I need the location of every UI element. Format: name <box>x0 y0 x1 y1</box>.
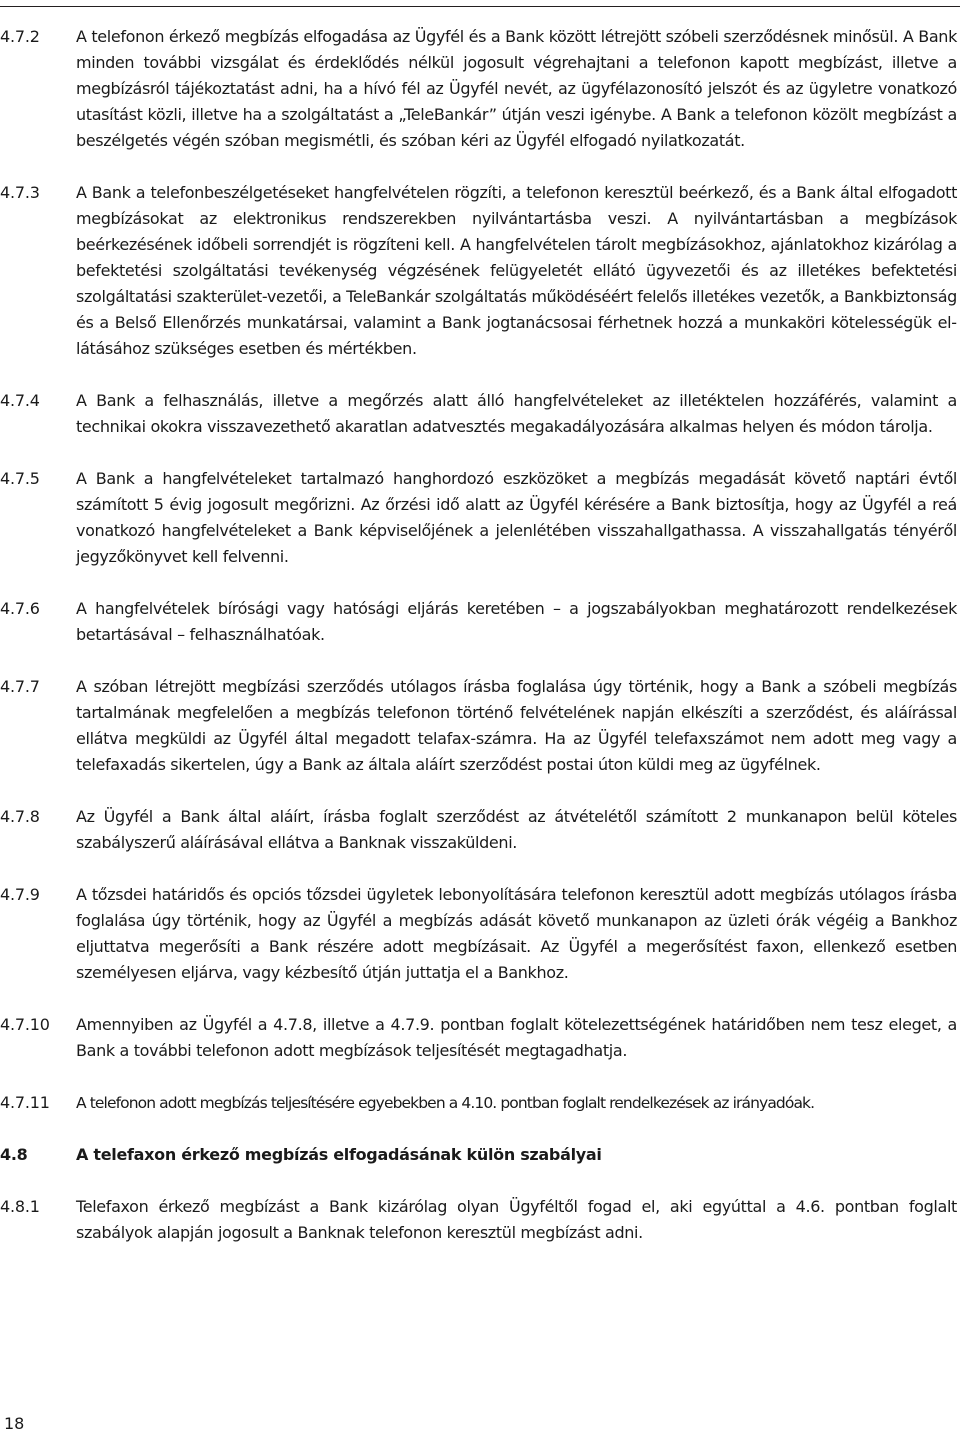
section-4-7-6 <box>0 596 960 648</box>
section-number: 4.7.8 <box>0 807 40 826</box>
section-number: 4.7.2 <box>0 27 40 46</box>
section-4-7-7 <box>0 674 960 778</box>
section-4-7-11 <box>0 1090 960 1116</box>
section-4-7-3 <box>0 180 960 362</box>
section-4-7-5 <box>0 466 960 570</box>
section-4-8-1 <box>0 1194 960 1246</box>
section-heading: A telefaxon érkező megbízás elfogadásának külön szabályai <box>76 1145 602 1164</box>
section-number: 4.7.6 <box>0 599 40 618</box>
section-number: 4.7.11 <box>0 1093 50 1112</box>
section-text: A Bank a hangfelvételeket tartalmazó hanghordozó eszközöket a megbízás megadását követő naptári évtől számított 5 évig jogosult megőrizni. Az őrzési idő alatt az Ügyfél kérésére a Bank biztosítja, hogy az Ügyfél a reá vonatkozó hangfelvételeket a Bank képviselőjének a jelenlétében visszahallgathassa. A visszahallgatás tényéről jegyzőkönyvet kell felvenni. <box>76 469 957 566</box>
section-number: 4.7.10 <box>0 1015 50 1034</box>
section-number: 4.7.4 <box>0 391 40 410</box>
section-4-7-4 <box>0 388 960 440</box>
section-4-7-2 <box>0 24 960 154</box>
section-number: 4.8 <box>0 1145 28 1164</box>
section-text: Telefaxon érkező megbízást a Bank kizárólag olyan Ügyféltől fogad el, aki egyúttal a 4.6. pontban foglalt szabályok alapján jogosult a Banknak telefonon keresztül megbízást adni. <box>76 1197 957 1242</box>
section-text: A Bank a telefonbeszélgetéseket hangfelvételen rögzíti, a telefonon keresztül beérkező, és a Bank által elfogadott megbízásokat az elektronikus rendszerekben nyilvántartásba veszi. A nyilvántartásban a megbízások beérkezésének időbeli sorrendjét is rögzíteni kell. A hangfelvételen tárolt megbízásokhoz, ajánlatokhoz kizárólag a befektetési szolgáltatási tevékenység végzésének felügyeletét ellátó ügyvezetői és az illetékes befektetési szolgáltatási szakterület-vezetői, a TeleBankár szolgáltatás működéséért felelős illetékes vezetők, a Bankbiztonság és a Belső Ellenőrzés munkatársai, valamint a Bank jogtanácsosai férhetnek hozzá a munkaköri kötelességük ellátásához szükséges esetben és mértékben. <box>76 183 957 358</box>
section-4-7-9 <box>0 882 960 986</box>
section-text: A telefonon adott megbízás teljesítésére egyebekben a 4.10. pontban foglalt rendelkezések az irányadóak. <box>76 1094 815 1112</box>
document-body <box>0 24 960 1246</box>
section-text: A telefonon érkező megbízás elfogadása az Ügyfél és a Bank között létrejött szóbeli szerződésnek minősül. A Bank minden további vizsgálat és érdeklődés nélkül jogosult végrehajtani a telefonon kapott megbízást, illetve a megbízásról tájékoztatást adni, ha a hívó fél az Ügyfél nevét, az ügyfélazonosító jelszót és az ügyletre vonatkozó utasítást közli, illetve ha a szolgáltatást a „TeleBankár” útján veszi igénybe. A Bank a telefonon közölt megbízást a beszélgetés végén szóban megismétli, és szóban kéri az Ügyfél elfogadó nyilatkozatát. <box>76 27 957 150</box>
section-number: 4.8.1 <box>0 1197 40 1216</box>
section-text: A Bank a felhasználás, illetve a megőrzés alatt álló hangfelvételeket az illetéktelen hozzáférés, valamint a technikai okokra visszavezethető akaratlan adatvesztés megakadályozására alkalmas helyen és módon tárolja. <box>76 391 957 436</box>
section-number: 4.7.7 <box>0 677 40 696</box>
section-number: 4.7.3 <box>0 183 40 202</box>
section-text: A tőzsdei határidős és opciós tőzsdei ügyletek lebonyolítására telefonon keresztül adott megbízás utólagos írásba foglalása úgy történik, hogy az Ügyfél a megbízás adását követő munkanapon az üzleti órák végéig a Bankhoz eljuttatva megerősíti a Bank részére adott megbízásait. Az Ügyfél a megerősítést faxon, ellenkező esetben személyesen eljárva, vagy kézbesítő útján juttatja el a Bankhoz. <box>76 885 957 982</box>
section-4-8-heading <box>0 1142 960 1168</box>
section-number: 4.7.5 <box>0 469 40 488</box>
section-text: Amennyiben az Ügyfél a 4.7.8, illetve a 4.7.9. pontban foglalt kötelezettségének határidőben nem tesz eleget, a Bank a további telefonon adott megbízások teljesítését megtagadhatja. <box>76 1015 957 1060</box>
section-text: Az Ügyfél a Bank által aláírt, írásba foglalt szerződést az átvételétől számított 2 munkanapon belül köteles szabályszerű aláírásával ellátva a Banknak visszaküldeni. <box>76 807 957 852</box>
page-number: 18 <box>4 1414 25 1433</box>
section-4-7-8 <box>0 804 960 856</box>
section-number: 4.7.9 <box>0 885 40 904</box>
section-4-7-10 <box>0 1012 960 1064</box>
section-text: A hangfelvételek bírósági vagy hatósági eljárás keretében – a jogszabályokban meghatározott rendelkezések betartásával – felhasználhatóak. <box>76 599 957 644</box>
top-rule <box>0 6 960 7</box>
section-text: A szóban létrejött megbízási szerződés utólagos írásba foglalása úgy történik, hogy a Bank a szóbeli megbízás tartalmának megfelelően a megbízás telefonon történő felvételének napján elkészíti a szerződést, és aláírással ellátva megküldi az Ügyfél által megadott telafax-számra. Ha az Ügyfél telefaxszámot nem adott meg vagy a telefaxadás sikertelen, úgy a Bank az általa aláírt szerződést postai úton küldi meg az ügyfélnek. <box>76 677 957 774</box>
